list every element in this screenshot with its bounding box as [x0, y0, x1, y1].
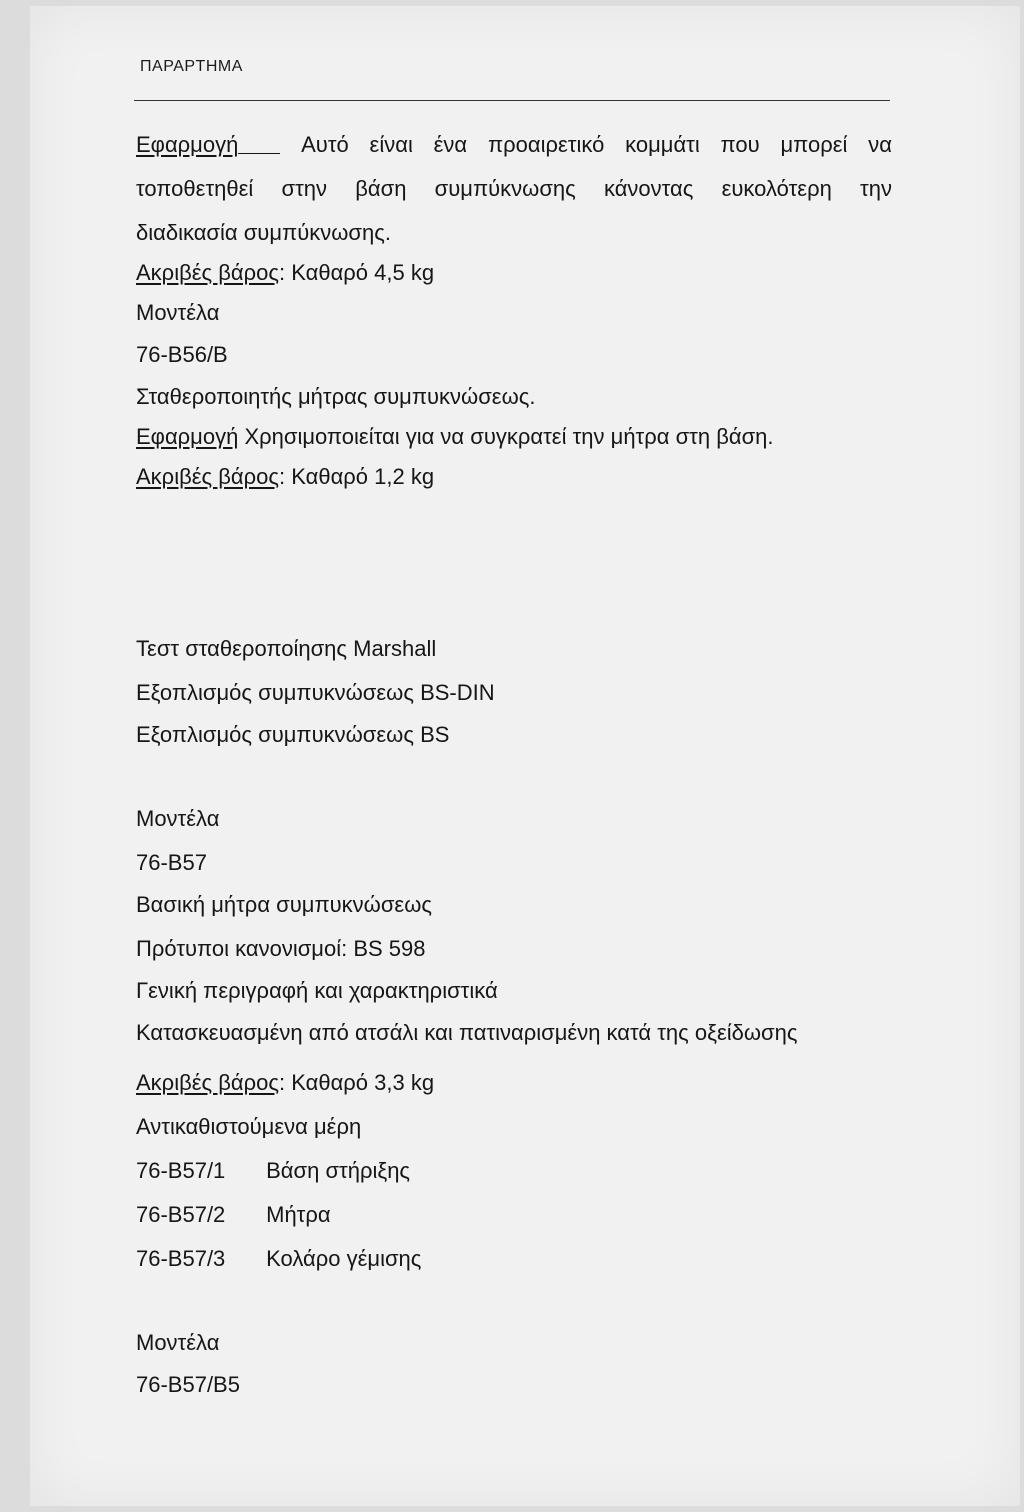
weight-line — [136, 260, 434, 286]
weight-value: : Καθαρό 1,2 kg — [278, 464, 435, 489]
spare-part-name: Μήτρα — [266, 1202, 331, 1227]
word: στην — [281, 176, 328, 201]
paragraph-line-2 — [136, 176, 892, 202]
weight-label: Ακριβές βάρος — [136, 1070, 279, 1095]
paragraph-line-3: διαδικασία συμπύκνωσης. — [136, 220, 391, 245]
spare-part-name: Βάση στήριξης — [266, 1158, 411, 1183]
weight-line — [136, 1070, 434, 1096]
models-label: Μοντέλα — [136, 300, 220, 325]
models-label: Μοντέλα — [136, 1330, 220, 1355]
word: Αυτό — [301, 132, 349, 157]
standards-line: Πρότυποι κανονισμοί: BS 598 — [136, 936, 426, 961]
word: να — [868, 132, 892, 157]
word: που — [720, 132, 760, 157]
application-text: Χρησιμοποιείται για να συγκρατεί την μήτρα στη βάση. — [238, 424, 774, 449]
list-item: Εξοπλισμός συμπυκνώσεως BS-DIN — [136, 680, 495, 705]
application-label-wrap — [136, 132, 280, 158]
spare-part-code: 76-B57/3 — [136, 1246, 226, 1271]
spare-part-name: Κολάρο γέμισης — [266, 1246, 422, 1271]
spares-label: Αντικαθιστούμενα μέρη — [136, 1114, 362, 1139]
word: προαιρετικό — [487, 132, 605, 157]
spare-part-row — [136, 1202, 331, 1228]
weight-value: : Καθαρό 3,3 kg — [278, 1070, 435, 1095]
page-header: ΠΑΡΑΡΤΗΜΑ — [140, 58, 243, 75]
spare-part-row — [136, 1158, 410, 1184]
application-line — [136, 424, 774, 450]
word: είναι — [369, 132, 413, 157]
header-rule — [134, 100, 890, 101]
model-name: Βασική μήτρα συμπυκνώσεως — [136, 892, 432, 917]
word: τοποθετηθεί — [136, 176, 254, 201]
list-item: Εξοπλισμός συμπυκνώσεως BS — [136, 722, 450, 747]
model-code: 76-B57/B5 — [136, 1372, 240, 1397]
model-description: Σταθεροποιητής μήτρας συμπυκνώσεως. — [136, 384, 536, 409]
application-label: Εφαρμογή — [136, 424, 239, 449]
weight-value: : Καθαρό 4,5 kg — [278, 260, 435, 285]
document-page — [30, 6, 1020, 1506]
model-code: 76-B56/B — [136, 342, 228, 367]
spare-part-row — [136, 1246, 421, 1272]
weight-line — [136, 464, 434, 490]
weight-label: Ακριβές βάρος — [136, 260, 279, 285]
word: κάνοντας — [603, 176, 694, 201]
construction-line: Κατασκευασμένη από ατσάλι και πατιναρισμένη κατά της οξείδωσης — [136, 1020, 798, 1045]
word: βάση — [355, 176, 407, 201]
models-label: Μοντέλα — [136, 806, 220, 831]
word: συμπύκνωσης — [434, 176, 576, 201]
word: ένα — [433, 132, 468, 157]
model-code: 76-B57 — [136, 850, 207, 875]
spare-part-code: 76-B57/2 — [136, 1202, 226, 1227]
general-description-heading: Γενική περιγραφή και χαρακτηριστικά — [136, 978, 498, 1003]
paragraph-line-1 — [136, 132, 892, 158]
spare-part-code: 76-B57/1 — [136, 1158, 226, 1183]
word: κομμάτι — [625, 132, 700, 157]
label-underline — [238, 153, 280, 154]
word: ευκολότερη — [721, 176, 832, 201]
word: την — [860, 176, 892, 201]
application-label: Εφαρμογή — [136, 132, 239, 157]
weight-label: Ακριβές βάρος — [136, 464, 279, 489]
list-item: Τεστ σταθεροποίησης Marshall — [136, 636, 437, 661]
word: μπορεί — [780, 132, 848, 157]
